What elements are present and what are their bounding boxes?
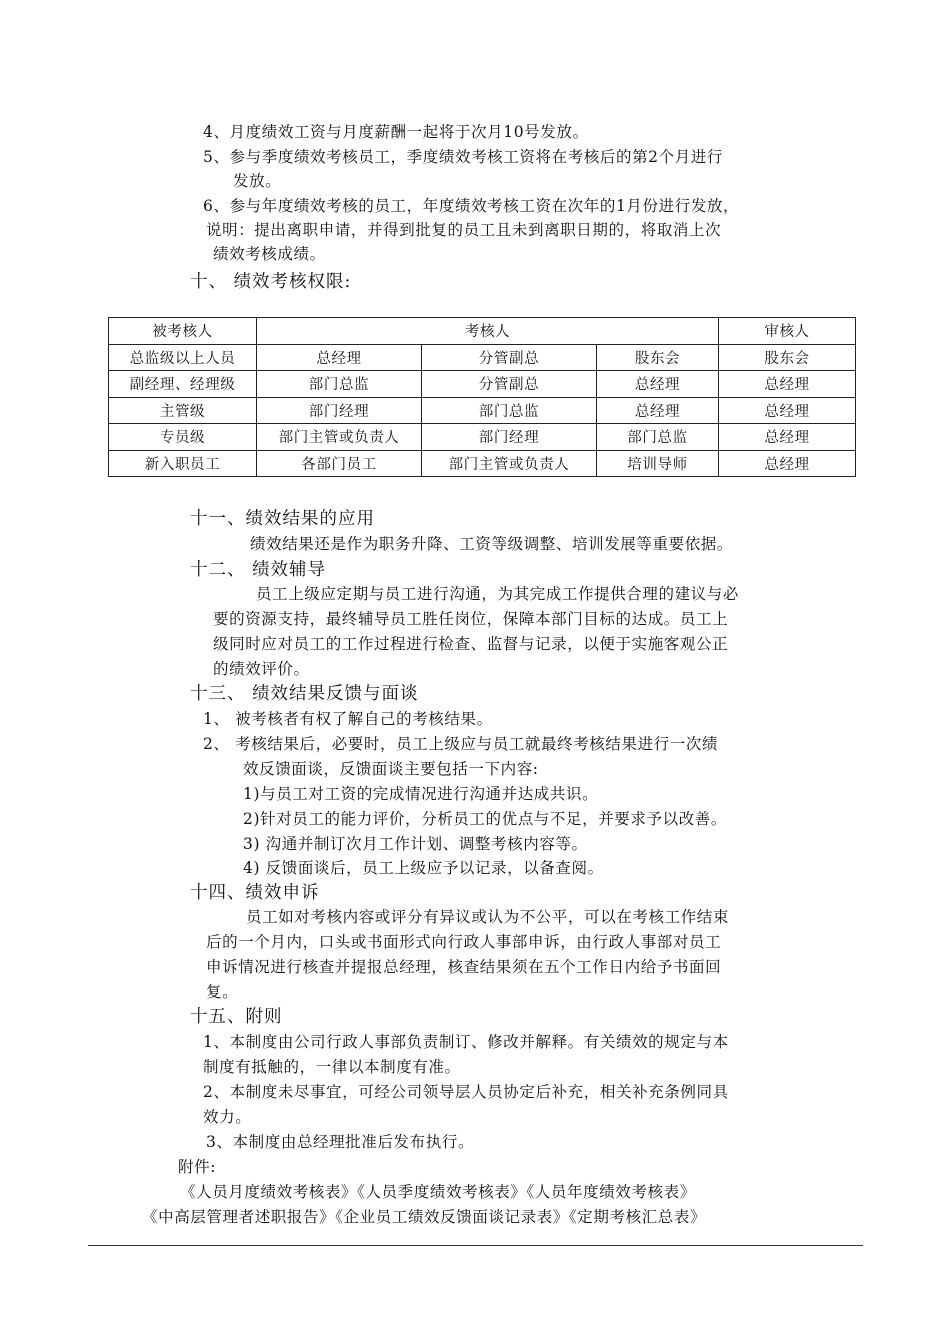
section-13-item-2-cont: 效反馈面谈，反馈面谈主要包括一下内容: xyxy=(243,760,539,778)
table-cell: 总监级以上人员 xyxy=(109,344,257,371)
table-cell: 分管副总 xyxy=(422,371,597,398)
table-cell: 培训导师 xyxy=(597,450,719,477)
table-row xyxy=(109,371,856,398)
table-cell: 股东会 xyxy=(597,344,719,371)
section-15-item-2-cont: 效力。 xyxy=(203,1108,252,1126)
section-12-title: 十二、 绩效辅导 xyxy=(190,560,327,580)
table-cell: 总经理 xyxy=(719,424,856,451)
section-14-text: 员工如对考核内容或评分有异议或认为不公平，可以在考核工作结束 xyxy=(246,908,730,926)
table-cell: 总经理 xyxy=(257,344,422,371)
section-10-title: 十、 绩效考核权限: xyxy=(190,272,352,292)
attachments-list: 《中高层管理者述职报告》《企业员工绩效反馈面谈记录表》《定期考核汇总表》 xyxy=(142,1208,707,1226)
table-row xyxy=(109,424,856,451)
section-12-text: 员工上级应定期与员工进行沟通，为其完成工作提供合理的建议与必 xyxy=(256,585,740,603)
table-cell: 部门总监 xyxy=(257,371,422,398)
salary-note-cont: 绩效考核成绩。 xyxy=(213,245,326,263)
table-row xyxy=(109,344,856,371)
section-15-item-2: 2、本制度未尽事宜，可经公司领导层人员协定后补充，相关补充条例同具 xyxy=(203,1083,729,1101)
table-cell: 部门经理 xyxy=(257,397,422,424)
section-14-text: 申诉情况进行核查并提报总经理，核查结果须在五个工作日内给予书面回 xyxy=(206,958,722,976)
table-cell: 部门主管或负责人 xyxy=(257,424,422,451)
table-row xyxy=(109,450,856,477)
table-cell: 部门主管或负责人 xyxy=(422,450,597,477)
section-15-item-1: 1、本制度由公司行政人事部负责制订、修改并解释。有关绩效的规定与本 xyxy=(203,1033,729,1051)
table-cell: 总经理 xyxy=(597,371,719,398)
section-14-title: 十四、绩效申诉 xyxy=(190,883,320,903)
section-12-text: 的绩效评价。 xyxy=(213,660,310,678)
table-cell: 副经理、经理级 xyxy=(109,371,257,398)
section-15-item-1-cont: 制度有抵触的，一律以本制度有准。 xyxy=(203,1058,461,1076)
section-15-item-3: 3、本制度由总经理批准后发布执行。 xyxy=(206,1133,475,1151)
salary-note: 说明：提出离职申请，并得到批复的员工且未到离职日期的，将取消上次 xyxy=(206,221,722,239)
section-13-item-2: 2、 考核结果后，必要时，员工上级应与员工就最终考核结果进行一次绩 xyxy=(203,735,719,753)
section-13-title: 十三、 绩效结果反馈与面谈 xyxy=(190,684,419,704)
header-reviewer: 审核人 xyxy=(719,318,856,345)
section-13-subitem-3: 3) 沟通并制订次月工作计划、调整考核内容等。 xyxy=(243,835,588,853)
attachments-label: 附件: xyxy=(178,1158,217,1176)
section-14-text: 复。 xyxy=(206,983,239,1001)
table-header-row xyxy=(109,318,856,345)
section-12-text: 要的资源支持，最终辅导员工胜任岗位，保障本部门目标的达成。员工上 xyxy=(213,610,729,628)
table-cell: 部门总监 xyxy=(422,397,597,424)
table-cell: 部门总监 xyxy=(597,424,719,451)
table-cell: 专员级 xyxy=(109,424,257,451)
salary-item-5: 5、参与季度绩效考核员工，季度绩效考核工资将在考核后的第2个月进行 xyxy=(203,148,724,166)
section-12-text: 级同时应对员工的工作过程进行检查、监督与记录，以便于实施客观公正 xyxy=(213,635,729,653)
header-assessor: 考核人 xyxy=(257,318,719,345)
section-13-subitem-2: 2)针对员工的能力评价，分析员工的优点与不足，并要求予以改善。 xyxy=(243,810,728,828)
section-11-text: 绩效结果还是作为职务升降、工资等级调整、培训发展等重要依据。 xyxy=(250,535,734,553)
footer-divider xyxy=(88,1245,863,1246)
table-cell: 总经理 xyxy=(719,450,856,477)
table-cell: 分管副总 xyxy=(422,344,597,371)
table-cell: 新入职员工 xyxy=(109,450,257,477)
table-cell: 股东会 xyxy=(719,344,856,371)
table-cell: 总经理 xyxy=(719,397,856,424)
section-13-subitem-1: 1)与员工对工资的完成情况进行沟通并达成共识。 xyxy=(243,785,599,803)
table-row xyxy=(109,397,856,424)
attachments-list: 《人员月度绩效考核表》《人员季度绩效考核表》《人员年度绩效考核表》 xyxy=(180,1183,696,1201)
section-13-item-1: 1、 被考核者有权了解自己的考核结果。 xyxy=(203,710,493,728)
salary-item-5-cont: 发放。 xyxy=(233,172,282,190)
section-13-subitem-4: 4) 反馈面谈后，员工上级应予以记录，以备查阅。 xyxy=(243,859,604,877)
header-assessee: 被考核人 xyxy=(109,318,257,345)
table-cell: 总经理 xyxy=(597,397,719,424)
table-cell: 各部门员工 xyxy=(257,450,422,477)
salary-item-6: 6、参与年度绩效考核的员工，年度绩效考核工资在次年的1月份进行发放， xyxy=(203,197,740,215)
section-15-title: 十五、附则 xyxy=(190,1007,283,1027)
salary-item-4: 4、月度绩效工资与月度薪酬一起将于次月10号发放。 xyxy=(203,123,589,141)
table-cell: 总经理 xyxy=(719,371,856,398)
table-cell: 主管级 xyxy=(109,397,257,424)
section-14-text: 后的一个月内，口头或书面形式向行政人事部申诉，由行政人事部对员工 xyxy=(206,933,722,951)
permission-table xyxy=(108,317,856,477)
table-cell: 部门经理 xyxy=(422,424,597,451)
section-11-title: 十一、绩效结果的应用 xyxy=(190,509,375,529)
